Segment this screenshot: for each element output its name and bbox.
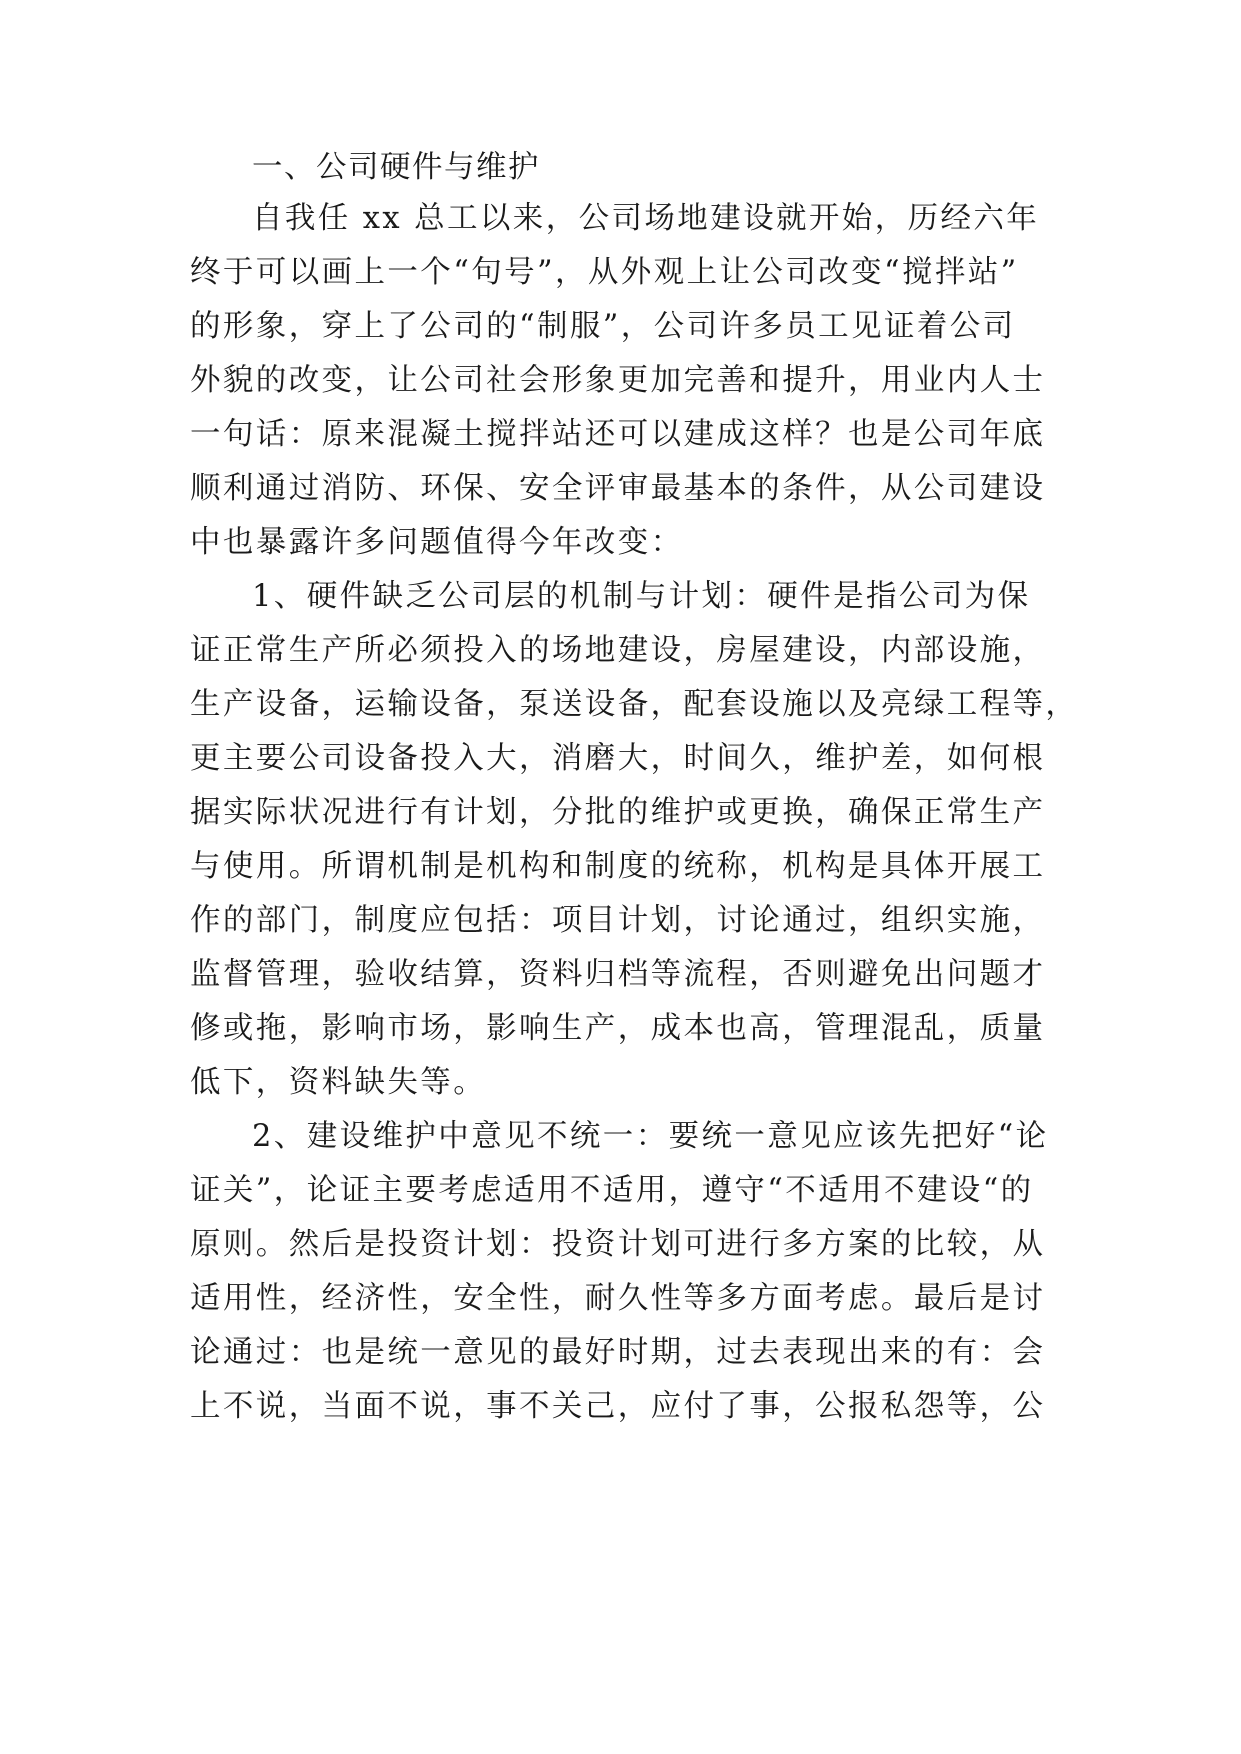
text-line: 自我任 xx 总工以来，公司场地建设就开始，历经六年 (252, 201, 1040, 236)
text-line: 作的部门，制度应包括：项目计划，讨论通过，组织实施， (190, 903, 1046, 938)
text-line: 与使用。所谓机制是机构和制度的统称，机构是具体开展工 (190, 849, 1046, 884)
text-line: 生产设备，运输设备，泵送设备，配套设施以及亮绿工程等， (190, 687, 1079, 722)
text-line: 原则。然后是投资计划：投资计划可进行多方案的比较，从 (190, 1227, 1046, 1262)
text-line: 证正常生产所必须投入的场地建设，房屋建设，内部设施， (190, 633, 1046, 668)
text-line: 据实际状况进行有计划，分批的维护或更换，确保正常生产 (190, 795, 1046, 830)
text-line: 1、硬件缺乏公司层的机制与计划：硬件是指公司为保 (252, 579, 1031, 614)
text-line: 中也暴露许多问题值得今年改变： (190, 525, 684, 560)
text-line: 低下，资料缺失等。 (190, 1065, 487, 1100)
text-line: 2、建设维护中意见不统一：要统一意见应该先把好“论 (252, 1119, 1049, 1154)
text-line: 上不说，当面不说，事不关己，应付了事，公报私怨等，公 (190, 1389, 1046, 1424)
text-line: 修或拖，影响市场，影响生产，成本也高，管理混乱，质量 (190, 1011, 1046, 1046)
text-line: 终于可以画上一个“句号”，从外观上让公司改变“搅拌站” (190, 255, 1019, 290)
text-line: 适用性，经济性，安全性，耐久性等多方面考虑。最后是讨 (190, 1281, 1046, 1316)
text-line: 更主要公司设备投入大，消磨大，时间久，维护差，如何根 (190, 741, 1046, 776)
text-line: 监督管理，验收结算，资料归档等流程，否则避免出问题才 (190, 957, 1046, 992)
text-line: 外貌的改变，让公司社会形象更加完善和提升，用业内人士 (190, 363, 1046, 398)
text-line: 证关”，论证主要考虑适用不适用，遵守“不适用不建设“的 (190, 1173, 1034, 1208)
text-line: 顺利通过消防、环保、安全评审最基本的条件，从公司建设 (190, 471, 1046, 506)
text-line: 一句话：原来混凝土搅拌站还可以建成这样？也是公司年底 (190, 417, 1046, 452)
text-line: 的形象，穿上了公司的“制服”，公司许多员工见证着公司 (190, 309, 1016, 344)
section-heading: 一、公司硬件与维护 (252, 150, 540, 185)
text-line: 论通过：也是统一意见的最好时期，过去表现出来的有：会 (190, 1335, 1046, 1370)
